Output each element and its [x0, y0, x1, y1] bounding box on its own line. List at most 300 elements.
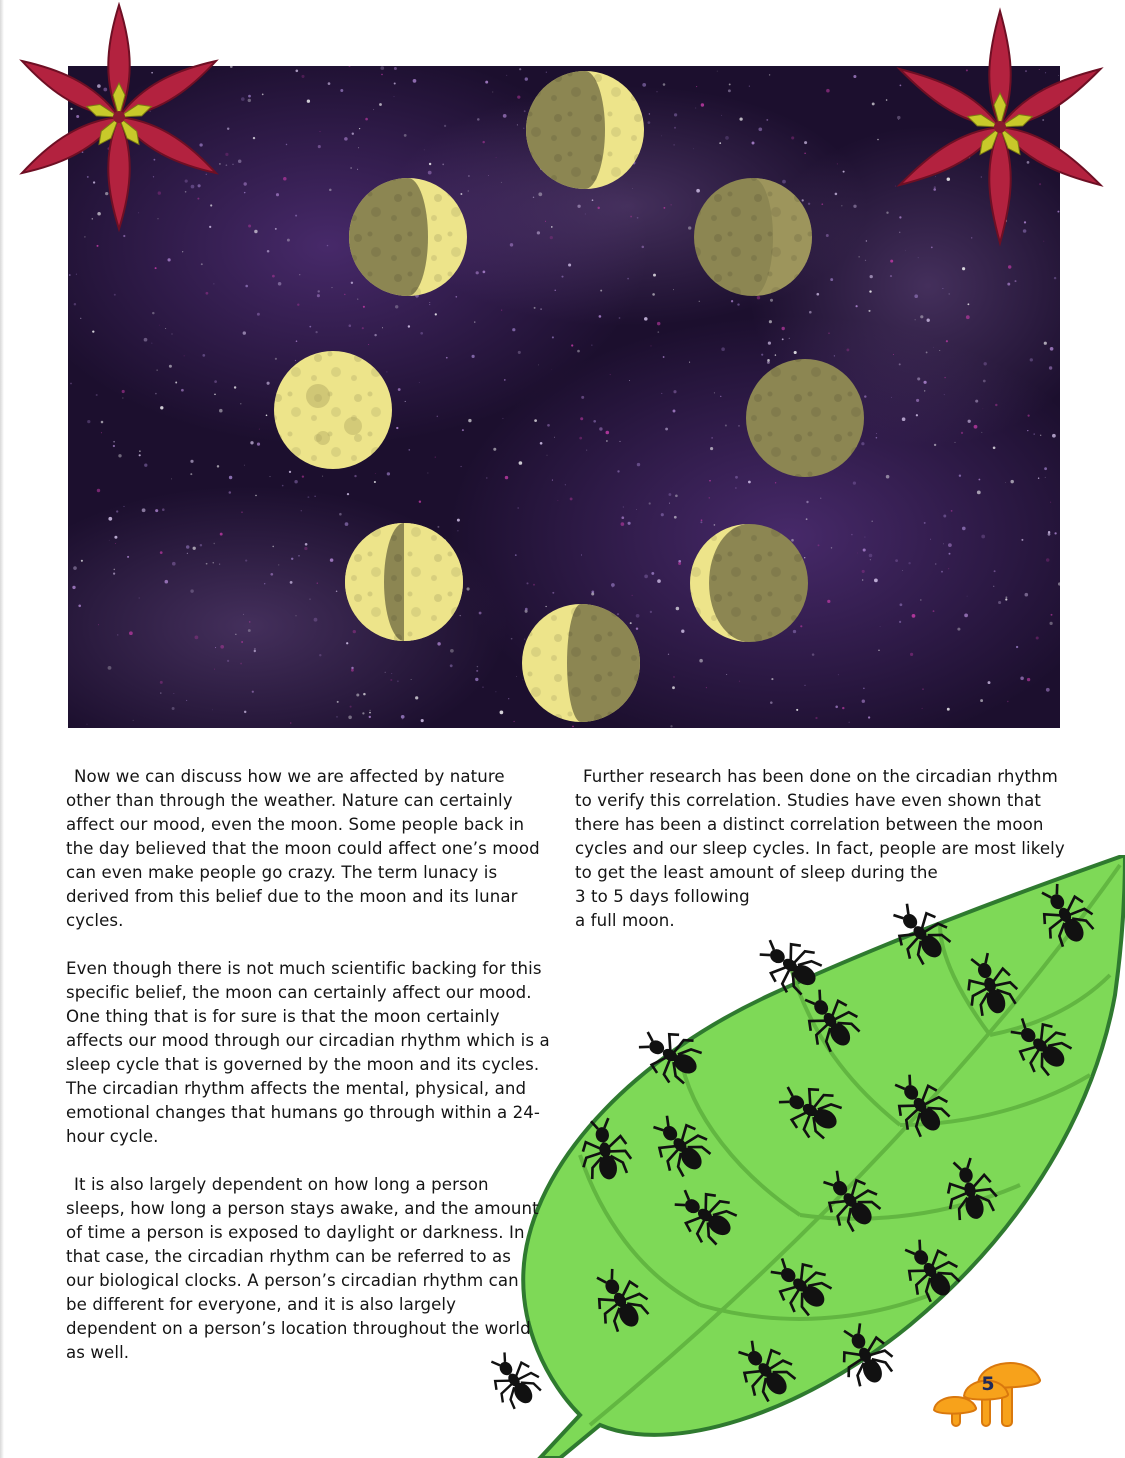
paragraph-text: Now we can discuss how we are affected by nature other than through the weather. Nature can certainly affect our mood, even the moon. Some people back in the day believed that the moon could affect one’s mood can even make people go crazy. The term lunacy is derived from this belief due to the moon and its lunar cycles.	[66, 767, 540, 930]
star	[983, 380, 986, 383]
star	[711, 437, 713, 439]
star	[235, 634, 236, 635]
star	[142, 508, 146, 512]
star	[123, 235, 125, 237]
star	[728, 89, 731, 92]
star	[669, 503, 670, 504]
star	[876, 437, 878, 439]
star	[290, 581, 293, 584]
star	[501, 182, 502, 183]
star	[253, 137, 255, 139]
star	[340, 89, 343, 92]
star	[184, 356, 185, 357]
star	[467, 587, 470, 590]
star	[468, 175, 470, 177]
star	[782, 338, 784, 340]
star	[657, 579, 661, 583]
moon-crescent-left	[349, 178, 467, 296]
star	[505, 476, 508, 479]
star	[96, 245, 98, 247]
star	[108, 517, 112, 521]
star	[318, 145, 321, 148]
star	[144, 338, 148, 342]
star	[591, 345, 592, 346]
star	[114, 294, 116, 296]
star	[356, 693, 359, 696]
star	[758, 127, 762, 131]
star	[127, 556, 129, 558]
star	[998, 601, 1001, 604]
star	[540, 308, 542, 310]
star	[84, 236, 85, 237]
star	[689, 362, 690, 363]
star	[113, 445, 115, 447]
star	[501, 310, 502, 311]
star	[899, 621, 901, 623]
star	[980, 699, 983, 702]
star	[558, 500, 559, 501]
star	[437, 526, 439, 528]
star	[396, 427, 398, 429]
star	[865, 260, 866, 261]
star	[663, 207, 665, 209]
star	[693, 148, 694, 149]
star	[804, 685, 805, 686]
star	[301, 510, 302, 511]
star	[827, 600, 830, 603]
star	[552, 592, 554, 594]
star	[114, 569, 116, 571]
star	[202, 354, 205, 357]
star	[519, 68, 521, 70]
star	[386, 371, 387, 372]
star	[899, 363, 901, 365]
star	[133, 720, 134, 721]
paragraph-text: Further research has been done on the circadian rhythm to verify this correlation. Studies have even shown that there has been a distinct correlation between the moon cycles and our sleep cycles. In fact, people are most likely to get the least amount of sleep during the	[575, 767, 1065, 882]
star	[171, 479, 172, 480]
star	[978, 479, 980, 481]
star	[591, 592, 594, 595]
star	[244, 711, 246, 713]
star	[1046, 688, 1050, 692]
star	[217, 465, 219, 467]
star	[866, 240, 867, 241]
page-number: 5	[981, 1373, 995, 1395]
star	[668, 493, 671, 496]
star	[902, 417, 906, 421]
star	[725, 136, 729, 140]
star	[709, 497, 710, 498]
star	[234, 386, 236, 388]
star	[483, 271, 486, 274]
star	[748, 481, 751, 484]
star	[240, 403, 241, 404]
star	[670, 725, 672, 727]
star	[245, 285, 248, 288]
star	[518, 351, 521, 354]
star	[525, 608, 528, 611]
star	[518, 508, 519, 509]
star	[152, 343, 153, 344]
paragraph	[66, 957, 551, 1149]
star	[658, 331, 660, 333]
star	[551, 226, 553, 228]
star	[663, 83, 666, 86]
star	[534, 419, 537, 422]
star	[652, 293, 655, 296]
star	[254, 648, 256, 650]
star	[165, 580, 169, 584]
star	[514, 721, 515, 722]
star	[457, 519, 460, 522]
star	[700, 521, 702, 523]
star	[804, 141, 807, 144]
star	[502, 418, 503, 419]
star	[699, 301, 700, 302]
paragraph	[575, 765, 1075, 933]
star	[411, 679, 412, 680]
star	[962, 527, 966, 531]
star	[317, 582, 318, 583]
star	[359, 128, 360, 129]
star	[309, 326, 311, 328]
star	[219, 409, 223, 413]
star	[673, 410, 676, 413]
star	[374, 334, 376, 336]
star	[468, 419, 471, 422]
star	[380, 66, 384, 70]
star	[214, 394, 215, 395]
star	[482, 141, 484, 143]
star	[947, 708, 950, 711]
star	[808, 203, 810, 205]
star	[307, 496, 309, 498]
moon-first-quarter	[522, 604, 640, 722]
star	[245, 560, 247, 562]
star	[512, 328, 515, 331]
star	[394, 96, 395, 97]
star	[663, 356, 665, 358]
star	[688, 226, 691, 229]
star	[642, 83, 646, 87]
star	[729, 83, 731, 85]
star	[830, 278, 833, 281]
star	[395, 305, 398, 308]
star	[408, 449, 410, 451]
star	[974, 425, 978, 429]
star	[933, 347, 934, 348]
star	[1020, 677, 1024, 681]
star	[550, 236, 553, 239]
star	[696, 86, 697, 87]
star	[272, 546, 274, 548]
star	[880, 626, 881, 627]
star	[761, 354, 763, 356]
star	[597, 207, 599, 209]
star	[876, 433, 877, 434]
star	[648, 121, 651, 124]
star	[739, 681, 740, 682]
star	[244, 182, 247, 185]
star	[1036, 636, 1039, 639]
star	[457, 530, 458, 531]
star	[1028, 415, 1030, 417]
star	[674, 127, 676, 129]
star	[617, 470, 619, 472]
star	[483, 687, 484, 688]
star	[155, 267, 157, 269]
star	[402, 719, 403, 720]
star	[533, 197, 534, 198]
star	[1038, 478, 1039, 479]
star	[821, 203, 823, 205]
star	[870, 559, 871, 560]
star	[450, 649, 454, 653]
star	[735, 476, 738, 479]
star	[916, 414, 918, 416]
star	[812, 653, 815, 656]
star	[1025, 593, 1029, 597]
star	[942, 288, 943, 289]
star	[241, 641, 243, 643]
star	[155, 393, 157, 395]
star	[593, 420, 596, 423]
star	[926, 351, 928, 353]
star	[419, 382, 420, 383]
star	[771, 678, 773, 680]
star	[837, 163, 838, 164]
star	[806, 518, 808, 520]
star	[924, 522, 926, 524]
star	[804, 153, 805, 154]
star	[525, 77, 528, 80]
star	[424, 150, 425, 151]
star	[387, 472, 390, 475]
star	[869, 554, 873, 558]
star	[673, 676, 674, 677]
star	[806, 501, 808, 503]
paragraph-text: 3 to 5 days following	[575, 887, 750, 906]
star	[252, 691, 254, 693]
star	[248, 224, 251, 227]
star	[186, 700, 187, 701]
star	[737, 303, 739, 305]
star	[959, 475, 961, 477]
star	[820, 498, 821, 499]
star	[719, 142, 721, 144]
star	[428, 171, 432, 175]
star	[374, 481, 376, 483]
star	[721, 347, 725, 351]
star	[278, 282, 282, 286]
star	[500, 711, 504, 715]
star	[413, 79, 417, 83]
star	[841, 205, 842, 206]
star	[1046, 558, 1050, 562]
star	[673, 144, 674, 145]
star	[391, 673, 392, 674]
paragraph-text: a full moon.	[575, 911, 675, 930]
star	[259, 429, 260, 430]
star	[250, 441, 253, 444]
star	[870, 275, 873, 278]
star	[87, 420, 90, 423]
star	[244, 465, 245, 466]
star	[619, 317, 621, 319]
star	[856, 305, 858, 307]
star	[627, 278, 629, 280]
star	[72, 586, 75, 589]
star	[802, 199, 804, 201]
star	[390, 679, 392, 681]
star	[571, 344, 573, 346]
star	[169, 365, 172, 368]
star	[504, 379, 506, 381]
star	[630, 622, 632, 624]
star	[240, 663, 242, 665]
star	[580, 417, 583, 420]
star	[577, 350, 580, 353]
star	[863, 548, 866, 551]
star	[328, 82, 331, 85]
star	[488, 175, 489, 176]
moon-full	[274, 351, 392, 469]
star	[213, 283, 214, 284]
star	[672, 686, 675, 689]
star	[248, 629, 251, 632]
star	[673, 390, 676, 393]
star	[517, 95, 520, 98]
star	[96, 394, 98, 396]
star	[477, 666, 478, 667]
star	[455, 296, 457, 298]
star	[485, 81, 488, 84]
star	[348, 716, 352, 720]
star	[437, 642, 440, 645]
star	[299, 274, 300, 275]
star	[511, 638, 513, 640]
star	[859, 256, 860, 257]
moon-last-quarter	[694, 178, 812, 296]
star	[295, 69, 298, 72]
star	[927, 319, 930, 322]
star	[492, 92, 493, 93]
star	[917, 377, 920, 380]
star	[599, 427, 602, 430]
star	[714, 392, 715, 393]
star	[842, 707, 844, 709]
star	[229, 491, 232, 494]
star	[651, 572, 654, 575]
star	[291, 558, 293, 560]
star	[81, 560, 83, 562]
star	[606, 431, 610, 435]
star	[939, 350, 940, 351]
star	[800, 625, 802, 627]
star	[610, 374, 611, 375]
star	[352, 133, 354, 135]
star	[97, 489, 100, 492]
star	[565, 484, 566, 485]
star	[916, 399, 919, 402]
star	[967, 596, 968, 597]
star	[295, 215, 297, 217]
star	[796, 709, 798, 711]
star	[538, 192, 542, 196]
star	[357, 169, 358, 170]
star	[353, 630, 356, 633]
star	[838, 674, 839, 675]
star	[339, 513, 342, 516]
star	[322, 476, 323, 477]
star	[636, 627, 638, 629]
star	[113, 441, 115, 443]
star	[275, 228, 277, 230]
star	[577, 205, 580, 208]
star	[267, 382, 270, 385]
star	[264, 583, 265, 584]
article-right-column	[575, 765, 1075, 933]
star	[382, 327, 383, 328]
star	[782, 327, 785, 330]
star	[248, 99, 251, 102]
star	[552, 480, 553, 481]
star	[109, 540, 110, 541]
star	[327, 245, 328, 246]
star	[354, 475, 356, 477]
star	[1030, 358, 1033, 361]
star	[450, 664, 453, 667]
star	[769, 320, 772, 323]
star	[834, 355, 835, 356]
star	[516, 676, 517, 677]
star	[828, 332, 829, 333]
star	[964, 614, 968, 618]
star	[74, 303, 76, 305]
star	[508, 698, 509, 699]
star	[421, 719, 424, 722]
star	[336, 716, 337, 717]
star	[644, 575, 648, 579]
star	[804, 557, 805, 558]
star	[1005, 598, 1007, 600]
star	[506, 75, 507, 76]
star	[701, 103, 704, 106]
star	[272, 275, 275, 278]
star	[462, 429, 464, 431]
star	[941, 571, 943, 573]
star	[581, 396, 584, 399]
star	[319, 654, 321, 656]
star	[661, 393, 662, 394]
star	[220, 645, 224, 649]
star	[835, 706, 838, 709]
star	[600, 290, 602, 292]
star	[297, 304, 299, 306]
star	[314, 618, 318, 622]
star	[283, 177, 287, 181]
star	[444, 125, 446, 127]
star	[1050, 502, 1051, 503]
star	[182, 251, 183, 252]
star	[895, 559, 898, 562]
star	[244, 192, 245, 193]
star	[918, 257, 919, 258]
star	[437, 416, 438, 417]
star	[186, 545, 190, 549]
star	[581, 554, 582, 555]
star	[861, 442, 864, 445]
